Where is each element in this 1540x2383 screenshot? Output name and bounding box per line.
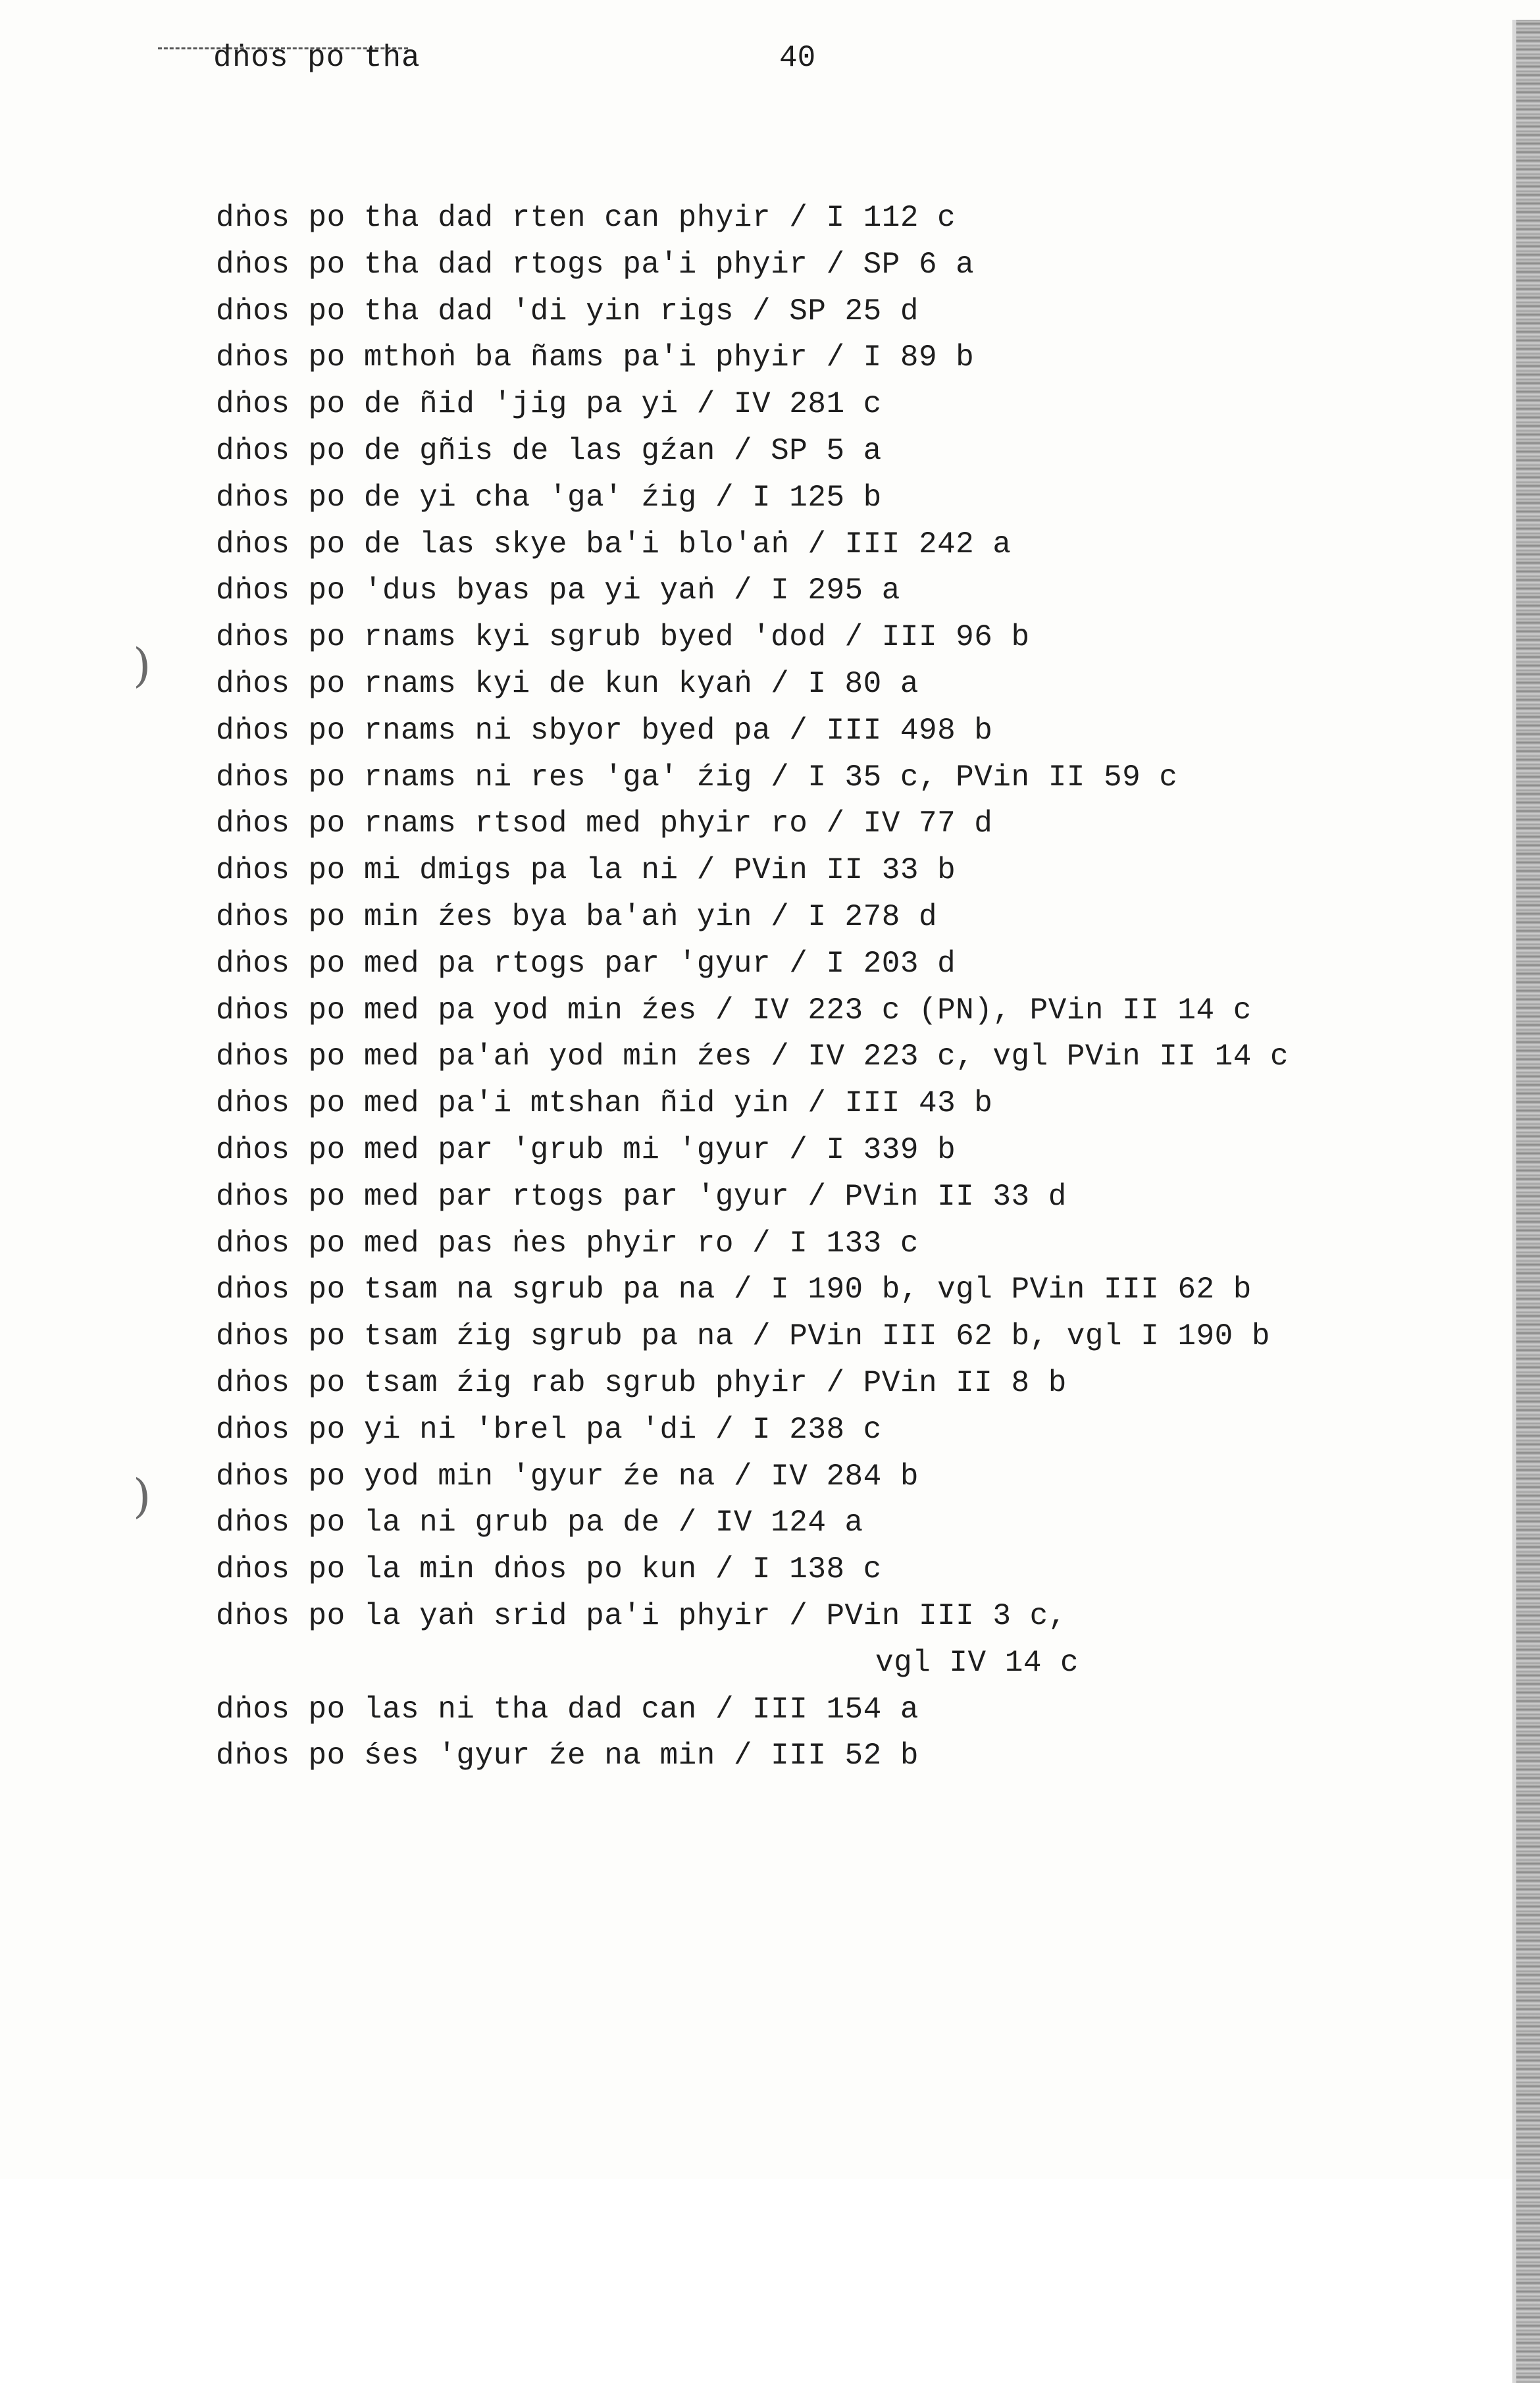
index-entry: dṅos po med pas ṅes phyir ro / I 133 c [216, 1226, 919, 1261]
index-entry: dṅos po la ni grub pa de / IV 124 a [216, 1506, 863, 1540]
index-entry: dṅos po śes 'gyur źe na min / III 52 b [216, 1739, 919, 1773]
index-entry: dṅos po mi dmigs pa la ni / PVin II 33 b [216, 853, 956, 888]
index-entry-wrapped [216, 1593, 1289, 1687]
margin-parenthesis-mark: ) [133, 639, 151, 693]
index-entry: dṅos po tha dad rten can phyir / I 112 c [216, 201, 956, 235]
index-entry: dṅos po tsam źig sgrub pa na / PVin III 62 b, vgl I 190 b [216, 1319, 1270, 1354]
scan-edge [1516, 20, 1540, 2383]
index-entry: dṅos po las ni tha dad can / III 154 a [216, 1692, 919, 1727]
index-entry: dṅos po rnams kyi de kun kyaṅ / I 80 a [216, 666, 919, 701]
index-entry: dṅos po de yi cha 'ga' źig / I 125 b [216, 480, 882, 515]
index-entry: dṅos po mthoṅ ba ñams pa'i phyir / I 89 b [216, 340, 975, 375]
index-entry: dṅos po tha dad rtogs pa'i phyir / SP 6 a [216, 247, 975, 282]
index-entry: dṅos po med par 'grub mi 'gyur / I 339 b [216, 1132, 956, 1167]
page-number: 40 [779, 41, 816, 75]
index-entry-continuation: vgl IV 14 c [875, 1645, 1079, 1680]
margin-parenthesis-mark: ) [133, 1469, 151, 1523]
index-entry: dṅos po yod min 'gyur źe na / IV 284 b [216, 1459, 919, 1494]
index-entry: dṅos po med pa'i mtshan ñid yin / III 43 b [216, 1086, 993, 1121]
index-entry: dṅos po de gñis de las gźan / SP 5 a [216, 433, 882, 468]
index-entry: dṅos po 'dus byas pa yi yaṅ / I 295 a [216, 573, 900, 608]
index-entry-line: dṅos po la yaṅ srid pa'i phyir / PVin III 3 c, [216, 1598, 1067, 1633]
index-entry: dṅos po la min dṅos po kun / I 138 c [216, 1552, 882, 1587]
index-entry: dṅos po min źes bya ba'aṅ yin / I 278 d [216, 899, 938, 934]
index-entry: dṅos po tsam źig rab sgrub phyir / PVin II 8 b [216, 1365, 1067, 1400]
index-entry: dṅos po yi ni 'brel pa 'di / I 238 c [216, 1412, 882, 1447]
index-entry: dṅos po de las skye ba'i blo'aṅ / III 242 a [216, 527, 1012, 562]
index-entry: dṅos po tha dad 'di yin rigs / SP 25 d [216, 294, 919, 328]
running-head: dṅos po tha [213, 41, 421, 75]
index-entry: dṅos po rnams kyi sgrub byed 'dod / III 96 b [216, 620, 1030, 655]
index-entry-list [216, 195, 1289, 1779]
index-entry: dṅos po med pa'aṅ yod min źes / IV 223 c, vgl PVin II 14 c [216, 1039, 1289, 1074]
index-entry: dṅos po med par rtogs par 'gyur / PVin II 33 d [216, 1179, 1067, 1214]
index-entry: dṅos po rnams rtsod med phyir ro / IV 77 d [216, 806, 993, 841]
index-entry: dṅos po rnams ni res 'ga' źig / I 35 c, PVin II 59 c [216, 760, 1178, 795]
index-entry: dṅos po tsam na sgrub pa na / I 190 b, vgl PVin III 62 b [216, 1272, 1252, 1307]
index-entry: dṅos po rnams ni sbyor byed pa / III 498 b [216, 713, 993, 748]
index-entry: dṅos po med pa yod min źes / IV 223 c (PN), PVin II 14 c [216, 993, 1252, 1028]
index-entry: dṅos po de ñid 'jig pa yi / IV 281 c [216, 387, 882, 422]
index-entry: dṅos po med pa rtogs par 'gyur / I 203 d [216, 946, 956, 981]
